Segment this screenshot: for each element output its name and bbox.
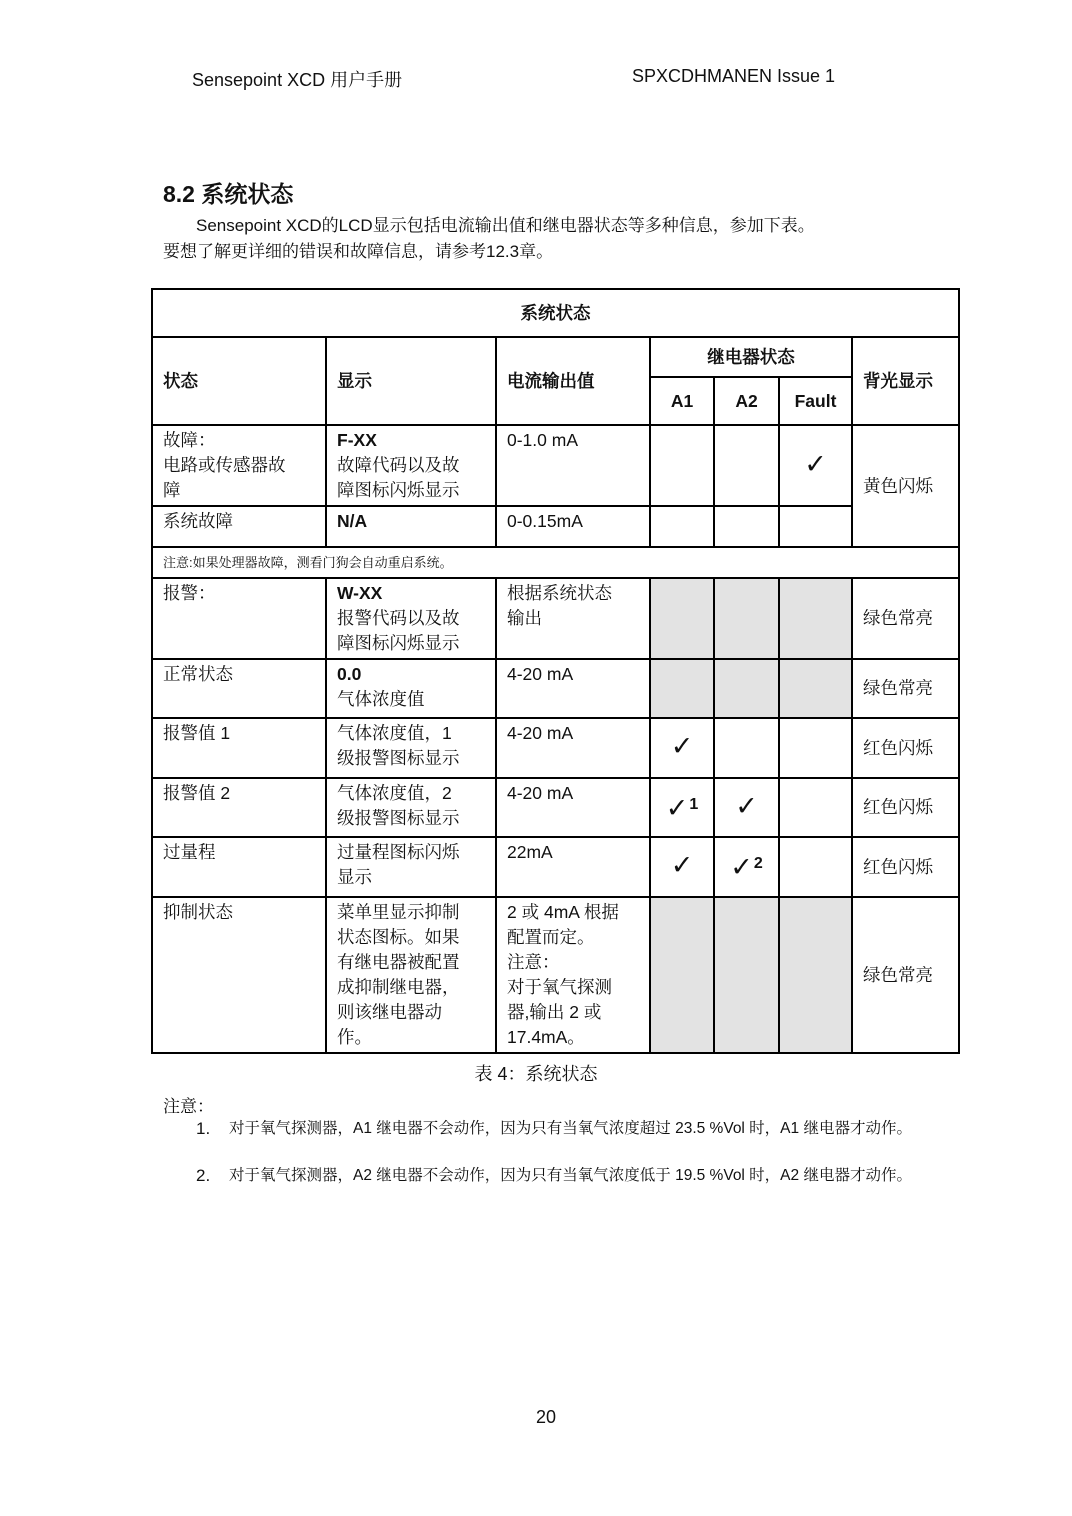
footnote-ref: 2 — [753, 855, 763, 872]
cell-state: 过量程 — [152, 837, 326, 897]
footnote-text: 对于氧气探测器，A2 继电器不会动作，因为只有当氧气浓度低于 19.5 %Vol 时，A2 继电器才动作。 — [229, 1167, 912, 1184]
header-right: SPXCDHMANEN Issue 1 — [632, 66, 836, 86]
cell-state: 报警： — [152, 578, 326, 659]
cell-current: 0-0.15mA — [496, 506, 650, 547]
cell-state: 系统故障 — [152, 506, 326, 547]
cell-a1 — [650, 425, 714, 506]
table-row — [152, 659, 959, 718]
cell-current: 4-20 mA — [496, 659, 650, 718]
cell-current: 22mA — [496, 837, 650, 897]
check-icon: ✓ — [804, 448, 827, 479]
cell-a2 — [714, 578, 779, 659]
cell-display: 气体浓度值，1 级报警图标显示 — [326, 718, 496, 778]
cell-backlight: 绿色常亮 — [852, 659, 959, 718]
cell-fault — [779, 506, 852, 547]
display-code: 0.0 — [337, 664, 362, 684]
cell-a2 — [714, 778, 779, 837]
check-icon: ✓ — [670, 850, 694, 880]
cell-current: 4-20 mA — [496, 718, 650, 778]
col-header-a1: A1 — [650, 377, 714, 425]
cell-display: 0.0 气体浓度值 — [326, 659, 496, 718]
cell-fault — [779, 659, 852, 718]
notes-label: 注意： — [163, 1097, 214, 1116]
footnote-text: 对于氧气探测器，A1 继电器不会动作，因为只有当氧气浓度超过 23.5 %Vol 时，A1 继电器才动作。 — [229, 1120, 912, 1137]
check-icon: ✓ — [670, 731, 694, 761]
cell-display: 气体浓度值，2 级报警图标显示 — [326, 778, 496, 837]
cell-backlight: 黄色闪烁 — [852, 425, 959, 547]
system-status-table — [151, 288, 960, 1054]
cell-current: 0-1.0 mA — [496, 425, 650, 506]
cell-a2 — [714, 659, 779, 718]
cell-a2 — [714, 718, 779, 778]
cell-display: 过量程图标闪烁 显示 — [326, 837, 496, 897]
footnote-number: 2. — [196, 1166, 211, 1185]
cell-backlight: 绿色常亮 — [852, 897, 959, 1053]
cell-state: 故障： 电路或传感器故 障 — [152, 425, 326, 506]
cell-a2 — [714, 837, 779, 897]
cell-fault — [779, 578, 852, 659]
cell-a1 — [650, 837, 714, 897]
check-icon: ✓$^1$ — [665, 792, 699, 823]
intro-line-2: 要想了解更详细的错误和故障信息，请参考12.3章。 — [163, 242, 554, 261]
table-caption: 表 4：系统状态 — [474, 1064, 598, 1084]
cell-fault — [779, 778, 852, 837]
cell-current: 4-20 mA — [496, 778, 650, 837]
cell-fault — [779, 718, 852, 778]
section-title: 8.2 系统状态 — [163, 181, 294, 207]
display-code: F-XX — [337, 430, 377, 450]
cell-display: W-XX 报警代码以及故 障图标闪烁显示 — [326, 578, 496, 659]
intro-line-1: Sensepoint XCD的LCD显示包括电流输出值和继电器状态等多种信息，参加下表。 — [196, 216, 815, 235]
cell-a2 — [714, 506, 779, 547]
check-icon: ✓$^2$ — [730, 852, 763, 882]
display-code: N/A — [326, 506, 496, 547]
footnote-number: 1. — [196, 1119, 211, 1138]
table-row — [152, 425, 959, 506]
table-title: 系统状态 — [152, 289, 959, 337]
cell-fault — [779, 897, 852, 1053]
footnote — [196, 1164, 936, 1188]
cell-a1 — [650, 718, 714, 778]
cell-backlight: 红色闪烁 — [852, 718, 959, 778]
table-row — [152, 837, 959, 897]
cell-display: F-XX 故障代码以及故 障图标闪烁显示 — [326, 425, 496, 506]
table-row — [152, 718, 959, 778]
cell-state: 正常状态 — [152, 659, 326, 718]
col-header-current: 电流输出值 — [496, 337, 650, 425]
cell-current: 2 或 4mA 根据 配置而定。 注意： 对于氧气探测 器,输出 2 或 17.4mA。 — [496, 897, 650, 1053]
cell-a1 — [650, 778, 714, 837]
table-row — [152, 506, 959, 547]
cell-fault — [779, 425, 852, 506]
page-number: 20 — [535, 1407, 557, 1427]
cell-state: 报警值 2 — [152, 778, 326, 837]
cell-current: 根据系统状态 输出 — [496, 578, 650, 659]
col-header-display: 显示 — [326, 337, 496, 425]
table-row — [152, 778, 959, 837]
cell-a1 — [650, 578, 714, 659]
cell-state: 抑制状态 — [152, 897, 326, 1053]
header-left: Sensepoint XCD 用户手册 — [192, 70, 403, 90]
cell-a1 — [650, 659, 714, 718]
cell-backlight: 红色闪烁 — [852, 778, 959, 837]
col-header-state: 状态 — [152, 337, 326, 425]
cell-state: 报警值 1 — [152, 718, 326, 778]
footnote — [196, 1117, 936, 1141]
cell-backlight: 红色闪烁 — [852, 837, 959, 897]
footnote-ref: 1 — [689, 795, 699, 813]
table-note: 注意:如果处理器故障，测看门狗会自动重启系统。 — [152, 547, 959, 578]
cell-fault — [779, 837, 852, 897]
cell-a2 — [714, 425, 779, 506]
cell-a1 — [650, 897, 714, 1053]
cell-display: 菜单里显示抑制 状态图标。如果 有继电器被配置 成抑制继电器， 则该继电器动 作。 — [326, 897, 496, 1053]
table-row — [152, 897, 959, 1053]
col-header-relay: 继电器状态 — [650, 337, 852, 377]
table-row — [152, 578, 959, 659]
col-header-a2: A2 — [714, 377, 779, 425]
cell-a2 — [714, 897, 779, 1053]
display-code: W-XX — [337, 583, 383, 603]
check-icon: ✓ — [735, 790, 758, 821]
col-header-backlight: 背光显示 — [852, 337, 959, 425]
cell-a1 — [650, 506, 714, 547]
cell-backlight: 绿色常亮 — [852, 578, 959, 659]
col-header-fault: Fault — [779, 377, 852, 425]
